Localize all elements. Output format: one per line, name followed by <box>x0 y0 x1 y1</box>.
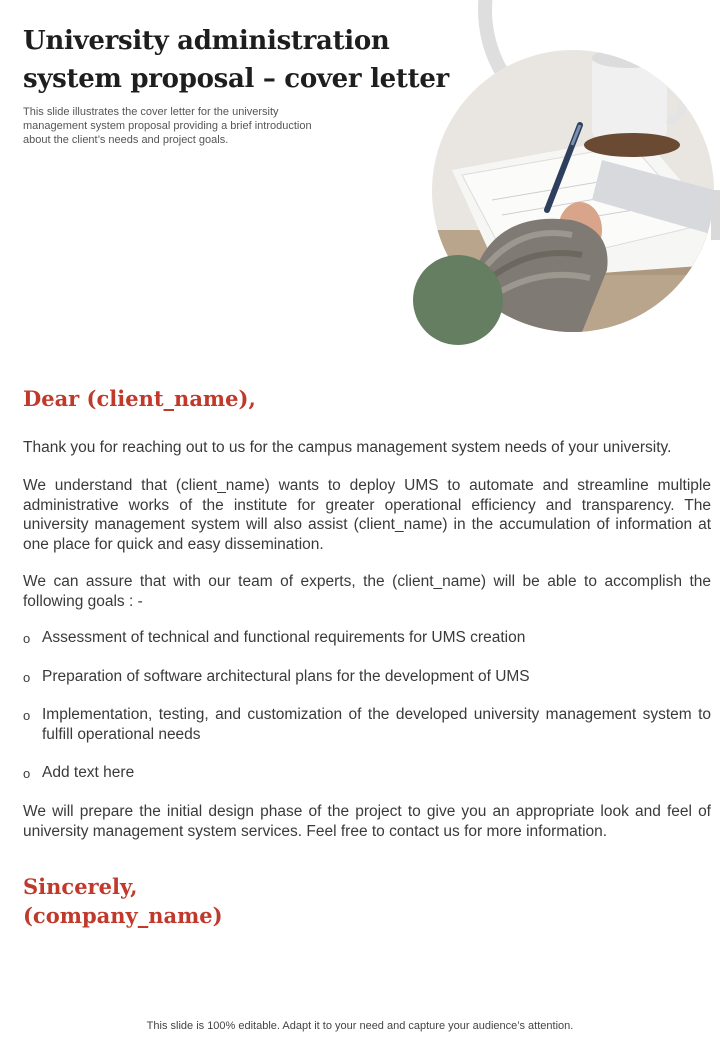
bullet-circle-icon: o <box>23 631 31 646</box>
paragraph-text: Thank you for reaching out to us for the campus management system needs of your university. <box>23 439 672 456</box>
page-title: University administration system proposal – cover letter <box>23 26 449 94</box>
goal-item <box>23 763 711 783</box>
goal-text: Assessment of technical and functional requirements for UMS creation <box>42 629 526 646</box>
goals-list <box>23 628 711 802</box>
bullet-circle-icon: o <box>23 766 31 781</box>
paragraph-text: We understand that (client_name) wants to deploy UMS to automate and streamline multiple administrative works of the institute for greater operational efficiency and transparency. The university management system will also assist (client_name) in the accumulation of information at one place for quick and easy dissemination. <box>23 477 711 553</box>
goal-text: Implementation, testing, and customization of the developed university management system to fulfill operational needs <box>42 706 711 743</box>
paragraph-text: We will prepare the initial design phase of the project to give you an appropriate look and feel of university management system services. Feel free to contact us for more information. <box>23 803 711 840</box>
goal-item <box>23 628 711 648</box>
goal-text: Add text here <box>42 764 135 781</box>
closing-company-name: (company_name) <box>23 903 223 928</box>
letter-paragraph-1 <box>23 438 711 458</box>
decorative-green-circle <box>413 255 503 345</box>
footer-note: This slide is 100% editable. Adapt it to your need and capture your audience’s attention. <box>146 1020 574 1032</box>
bullet-circle-icon: o <box>23 708 31 723</box>
closing-salutation: Sincerely, <box>23 874 138 899</box>
goal-item <box>23 705 711 744</box>
goal-text: Preparation of software architectural plans for the development of UMS <box>42 667 530 685</box>
letter-paragraph-2 <box>23 476 711 554</box>
letter-paragraph-4 <box>23 802 711 841</box>
page-subtitle: This slide illustrates the cover letter for the university management system proposal providing a brief introduction about the client’s needs and project goals. <box>23 106 312 146</box>
letter-paragraph-3 <box>23 572 711 611</box>
goal-item <box>23 667 711 687</box>
paragraph-text: We can assure that with our team of experts, the (client_name) will be able to accomplish the following goals : - <box>23 573 711 610</box>
letter-closing <box>23 872 223 930</box>
letter-greeting: Dear (client_name), <box>23 386 256 411</box>
bullet-circle-icon: o <box>23 669 31 685</box>
